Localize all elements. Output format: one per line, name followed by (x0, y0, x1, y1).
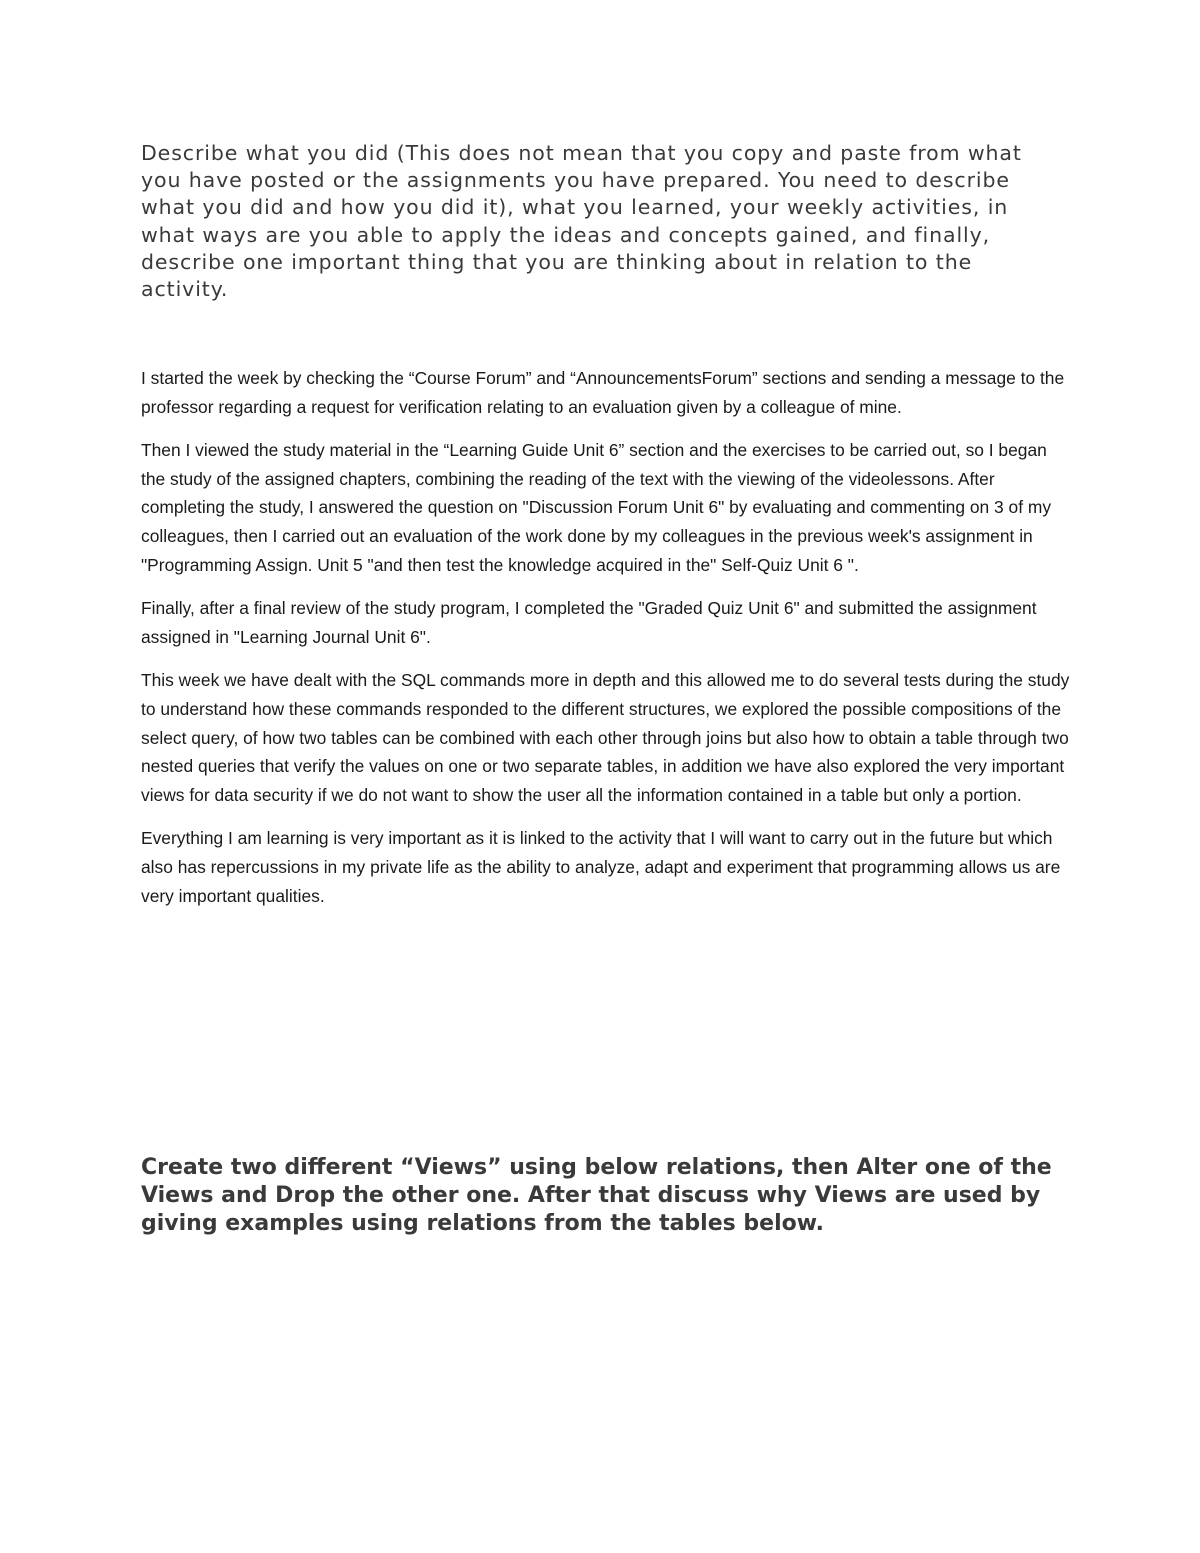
journal-body (141, 364, 1071, 925)
paragraph-sql-commands: This week we have dealt with the SQL commands more in depth and this allowed me to do several tests during the study to understand how these commands responded to the different structures, we explored the possible compositions of the select query, of how two tables can be combined with each other through joins but also how to obtain a table through two nested queries that verify the values on one or two separate tables, in addition we have also explored the very important views for data security if we do not want to show the user all the information contained in a table but only a portion. (141, 670, 1070, 805)
paragraph-week-start: I started the week by checking the “Course Forum” and “AnnouncementsForum” sections and sending a message to the professor regarding a request for verification relating to an evaluation given by a colleague of mine. (141, 368, 1065, 417)
paragraph-study-material: Then I viewed the study material in the “Learning Guide Unit 6” section and the exercises to be carried out, so I began the study of the assigned chapters, combining the reading of the text with the viewing of the videolessons. After completing the study, I answered the question on "Discussion Forum Unit 6" by evaluating and commenting on 3 of my colleagues, then I carried out an evaluation of the work done by my colleagues in the previous week's assignment in "Programming Assign. Unit 5 "and then test the knowledge acquired in the" Self-Quiz Unit 6 ". (141, 440, 1052, 575)
prompt-heading: Describe what you did (This does not mean that you copy and paste from what you have posted or the assignments you have prepared. You need to describe what you did and how you did it), what you learned, your weekly activities, in what ways are you able to apply the ideas and concepts gained, and finally, describe one important thing that you are thinking about in relation to the activity. (141, 141, 1022, 302)
paragraph-importance: Everything I am learning is very important as it is linked to the activity that I will want to carry out in the future but which also has repercussions in my private life as the ability to analyze, adapt and experiment that programming allows us are very important qualities. (141, 828, 1061, 906)
task-heading: Create two different “Views” using below relations, then Alter one of the Views and Drop the other one. After that discuss why Views are used by giving examples using relations from the tables below. (141, 1155, 1052, 1236)
paragraph-final-review: Finally, after a final review of the study program, I completed the "Graded Quiz Unit 6" and submitted the assignment assigned in "Learning Journal Unit 6". (141, 598, 1037, 647)
